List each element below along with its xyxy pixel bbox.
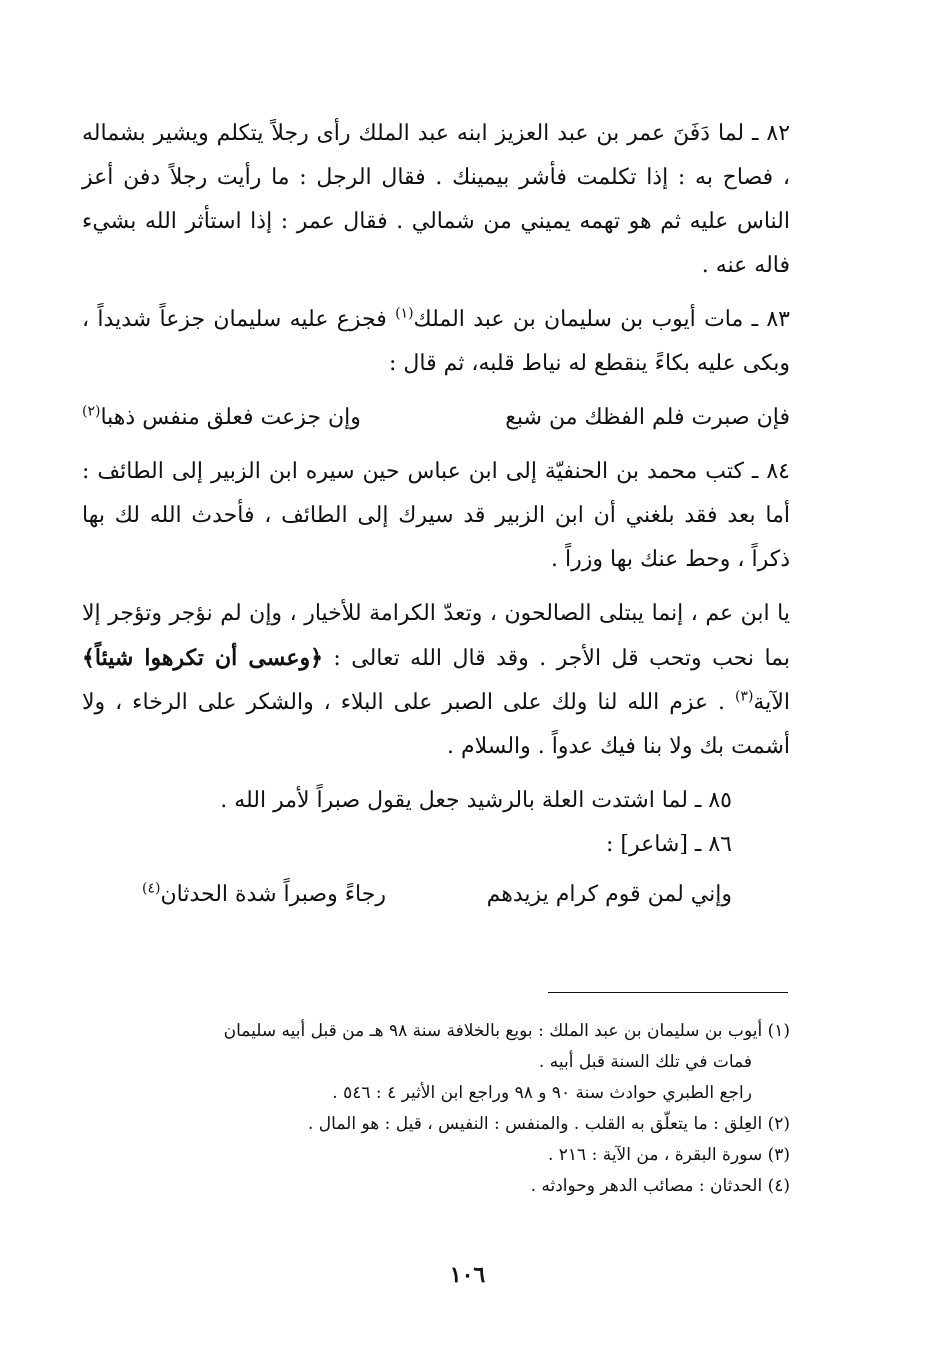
footnote-marker-3: (٣) [734, 688, 754, 705]
letter-text-part2: الآية [753, 690, 790, 715]
letter-text-part1: يا ابن عم ، إنما يبتلى الصالحون ، وتعدّ الكرامة للأخيار ، وإن لم نؤجر وتؤجر إلا بما نحب وتحب قل الأجر . وقد قال الله تعالى : [82, 601, 790, 671]
footnote-4: (٤) الحدثان : مصائب الدهر وحوادثه . [530, 1176, 790, 1196]
footnote-marker-1: (١) [395, 305, 414, 322]
verse-1-second-text: وإن جزعت فعلق منفس ذهبا [100, 405, 361, 430]
verse-1-second-hemistich [82, 396, 361, 440]
main-text [82, 112, 790, 927]
verse-1-first-hemistich: فإن صبرت فلم الفظك من شبع [505, 405, 790, 430]
footnote-3: (٣) سورة البقرة ، من الآية : ٢١٦ . [547, 1145, 790, 1165]
footnote-marker-4: (٤) [142, 880, 161, 897]
verse-2-first-hemistich: وإني لمن قوم كرام يزيدهم [486, 882, 732, 907]
verse-2-second-text: رجاءً وصبراً شدة الحدثان [160, 882, 386, 907]
paragraph-83 [82, 298, 790, 386]
footnote-2: (٢) العِلق : ما يتعلّق به القلب . والمنفس : النفيس ، قيل : هو المال . [307, 1114, 790, 1134]
page-number: ١٠٦ [449, 1262, 486, 1288]
verse-1 [82, 396, 790, 440]
letter-text-part3: . عزم الله لنا ولك على الصبر على البلاء ، والشكر على الرخاء ، ولا أشمت بك ولا بنا فيك عدواً . والسلام . [82, 690, 790, 759]
footnote-separator [548, 992, 788, 993]
paragraph-84-letter [82, 592, 790, 769]
quran-quote: ﴿وعسى أن تكرهوا شيئاً﴾ [82, 645, 323, 671]
paragraph-82: ٨٢ ـ لما دَفَنَ عمر بن عبد العزيز ابنه عبد الملك رأى رجلاً يتكلم ويشير بشماله ، فصاح به : إذا تكلمت فأشر بيمينك . فقال الرجل : ما رأيت رجلاً دفن أعز الناس عليه ثم هو تهمه يميني من شمالي . فقال عمر : إذا استأثر الله بشيء فاله عنه . [82, 121, 791, 278]
paragraph-83-end: فجزع عليه سليمان جزعاً شديداً ، وبكى عليه بكاءً ينقطع له نياط قلبه، ثم قال : [82, 307, 790, 376]
paragraph-84: ٨٤ ـ كتب محمد بن الحنفيّة إلى ابن عباس حين سيره ابن الزبير إلى الطائف : أما بعد فقد بلغني أن ابن الزبير قد سيرك إلى الطائف ، فأحدث الله لك بها ذكراً ، وحط عنك بها وزراً . [82, 459, 790, 572]
verse-2-second-hemistich [142, 873, 386, 917]
footnote-marker-2: (٢) [82, 403, 101, 420]
paragraph-83-start: ٨٣ ـ مات أيوب بن سليمان بن عبد الملك [413, 307, 790, 332]
verse-2 [82, 873, 790, 917]
footnote-1-reference: راجع الطبري حوادث سنة ٩٠ و ٩٨ وراجع ابن الأثير ٤ : ٥٤٦ . [332, 1083, 752, 1103]
footnotes [82, 1016, 790, 1202]
paragraph-86: ٨٦ ـ [شاعر] : [605, 832, 732, 857]
footnote-1-continuation: فمات في تلك السنة قبل أبيه . [538, 1052, 752, 1072]
footnote-1: (١) أيوب بن سليمان بن عبد الملك : بويع بالخلافة سنة ٩٨ هـ من قبل أبيه سليمان [223, 1021, 790, 1041]
paragraph-85: ٨٥ ـ لما اشتدت العلة بالرشيد جعل يقول صبراً لأمر الله . [220, 788, 732, 813]
